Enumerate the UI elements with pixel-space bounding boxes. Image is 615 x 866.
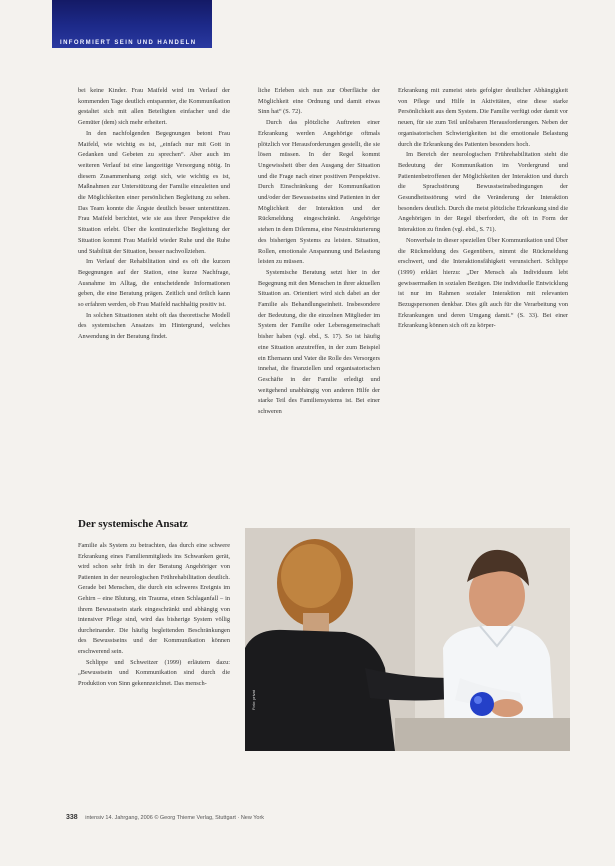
- paragraph: Erkrankung mit zumeist stets gefolgter deutlicher Abhängigkeit von Pflege und Hilfe in Aktivitäten, eine diese starke Persönlichkeit aus dem System. Die Familie verfügt oder damit vor neuen, für sie zum Teil unlösbaren Herausforderungen. Neben der organisatorischen Schwierigkeiten ist die emotionale Belastung durch die Erkrankung des Patienten besonders hoch.: [398, 87, 568, 148]
- page-footer: [66, 814, 264, 821]
- photo-illustration: [245, 528, 570, 751]
- paragraph: Schlippe und Schweitzer (1999) erläutern dazu: „Bewusstsein und Kommunikation sind durch die Produktion von Sinn gekennzeichnet. Das mensch-: [78, 658, 230, 687]
- column-3: [398, 86, 568, 332]
- section-body: [78, 541, 230, 689]
- paragraph: Durch das plötzliche Auftreten einer Erkrankung werden Angehörige oftmals plötzlich vor Herausforderungen gestellt, die sie lösen müssen. In der Regel kommt Ungewissheit über den Ausgang der Situation und die Frage nach einer positiven Perspektive. Durch Einschränkung der Kommunikation und/oder der Bewusstseins sind Patienten in der Möglichkeit der Interaktion und der Rückmeldung eingeschränkt. Angehörige stehen in dem Dilemma, eine Neustrukturierung des bisherigen Systems zu leisten. Situation, Rollen, emotionale Anspannung und Belastung leisten zu müssen.: [258, 119, 380, 266]
- column-2: [258, 86, 380, 418]
- paragraph: Im Verlauf der Rehabilitation sind es oft die kurzen Begegnungen auf der Station, eine kurze Nachfrage, Ausnahme im Alltag, die entscheidende Informationen geben, die eine Beratung prägen. Zeitlich und örtlich kann so erfahren werden, ob Frau Maifeld nachhaltig positiv ist.: [78, 258, 230, 309]
- footer-text: intensiv 14. Jahrgang, 2006 © Georg Thieme Verlag, Stuttgart · New York: [85, 815, 265, 821]
- paragraph: In solchen Situationen steht oft das theoretische Modell des systemischen Ansatzes im Hintergrund, welches Anwendung in der Beratung findet.: [78, 311, 230, 341]
- paragraph: Familie als System zu betrachten, das durch eine schwere Erkrankung eines Familienmitglieds ins Schwanken gerät, wird schon sehr früh in der Beratung Angehöriger von Patienten in der neurologischen Frührehabilitation deutlich. Gerade bei Menschen, die durch ein schweres Ereignis im Gehirn – eine Blutung, ein Trauma, einen Schlaganfall – in ihrem Bewusstsein stark eingeschränkt und abhängig von intensiver Pflege sind, wird das bisherige System völlig durcheinander. Die häufig begleitenden Beschränkungen des Bewusstseins und der Kommunikation können erschwerend sein.: [78, 542, 230, 655]
- paragraph: bei keine Kinder. Frau Maifeld wird im Verlauf der kommenden Tage deutlich entspannter, die Kommunikation gestaltet sich mit allen Beteiligten einfacher und die Gemüter (dem) sich mehr erheitert.: [78, 87, 230, 127]
- page-number: 338: [66, 814, 78, 821]
- column-1: [78, 86, 230, 343]
- paragraph: Systemische Beratung setzt hier in der Begegnung mit den Menschen in ihrer aktuellen Situation an. Orientiert wird sich dabei an der Familie als Behandlungseinheit. Insbesondere der Bedeutung, die die einzelnen Mitglieder im System der Familie oder Lebensgemeinschaft bisher haben (vgl. ebd., S. 17). So ist häufig eine Situation anzutreffen, in der zum Beispiel ein Ehemann und Vater die Rolle des Versorgers innehat, die finanziellen und organisatorischen Geschäfte in der Familie erledigt und weitgehend unabhängig von anderen Hilfe der starke Teil des Familiensystems ist. Bei einer schweren: [258, 268, 380, 416]
- paragraph: Im Bereich der neurologischen Frührehabilitation steht die Bedeutung der Kommunikation im Vordergrund und Patientenbetroffenen der Möglichkeiten der Interaktion und durch die Sprachstörung Bewusstseinsbedingungen der Gesundheitsstörung wird die Veränderung der Interaktion besonders deutlich. Durch die meist plötzliche Erkrankung sind die Angehörigen in der Regel überfordert, die oft in Form der Interaktion zu finden (vgl. ebd., S. 71).: [398, 151, 568, 234]
- paragraph: liche Erleben sich nun zur Oberfläche der Möglichkeit eine Ordnung und damit etwas Sinn hat“ (S. 72).: [258, 87, 380, 116]
- photo-credit: Foto: privat: [251, 690, 256, 711]
- section-heading: Der systemische Ansatz: [78, 518, 188, 530]
- consultation-photo: [245, 528, 570, 751]
- paragraph: In den nachfolgenden Begegnungen betont Frau Maifeld, wie wichtig es ist, „einfach nur mit Gott in Gedanken und Gebeten zu sprechen“. Aber auch im weiteren Verlauf ist eine langzeitige Versorgung nötig. In diesem Zusammenhang zeigt sich, wie wichtig es ist, Maßnahmen zur Unterstützung der Familie einzuleiten und die Möglichkeiten einer persönlichen Begleitung zu sehen. Das Team konnte die Ängste deutlich besser unterstützen. Frau Maifeld berichtet, wie sie aus ihrer Perspektive die Situation erlebt. Über die kontinuierliche Begleitung der Situation kommt Frau Maifeld wieder Ruhe und die Ruhe und Stabilität der Situation, besser nachvollziehen.: [78, 129, 230, 255]
- section-label: INFORMIERT SEIN UND HANDELN: [60, 40, 197, 46]
- paragraph: Nonverbale in dieser speziellen Über Kommunikation und Über die Rückmeldung des Gegenübers, nimmt die Rückmeldung erschwert, und die Interaktionsfähigkeit verunsichert. Schlippe (1999) erklärt hierzu: „Der Mensch als Individuum lebt gewissermaßen in sozialen Bezügen. Die individuelle Entwicklung ist nur im Rahmen sozialer Interaktion mit relevanten Bezugspersonen denkbar. Dies gilt auch für die Verarbeitung von Erkrankungen und deren Umgang damit.“ (S. 33). Bei einer Erkrankung können sich oft zu körper-: [398, 236, 568, 330]
